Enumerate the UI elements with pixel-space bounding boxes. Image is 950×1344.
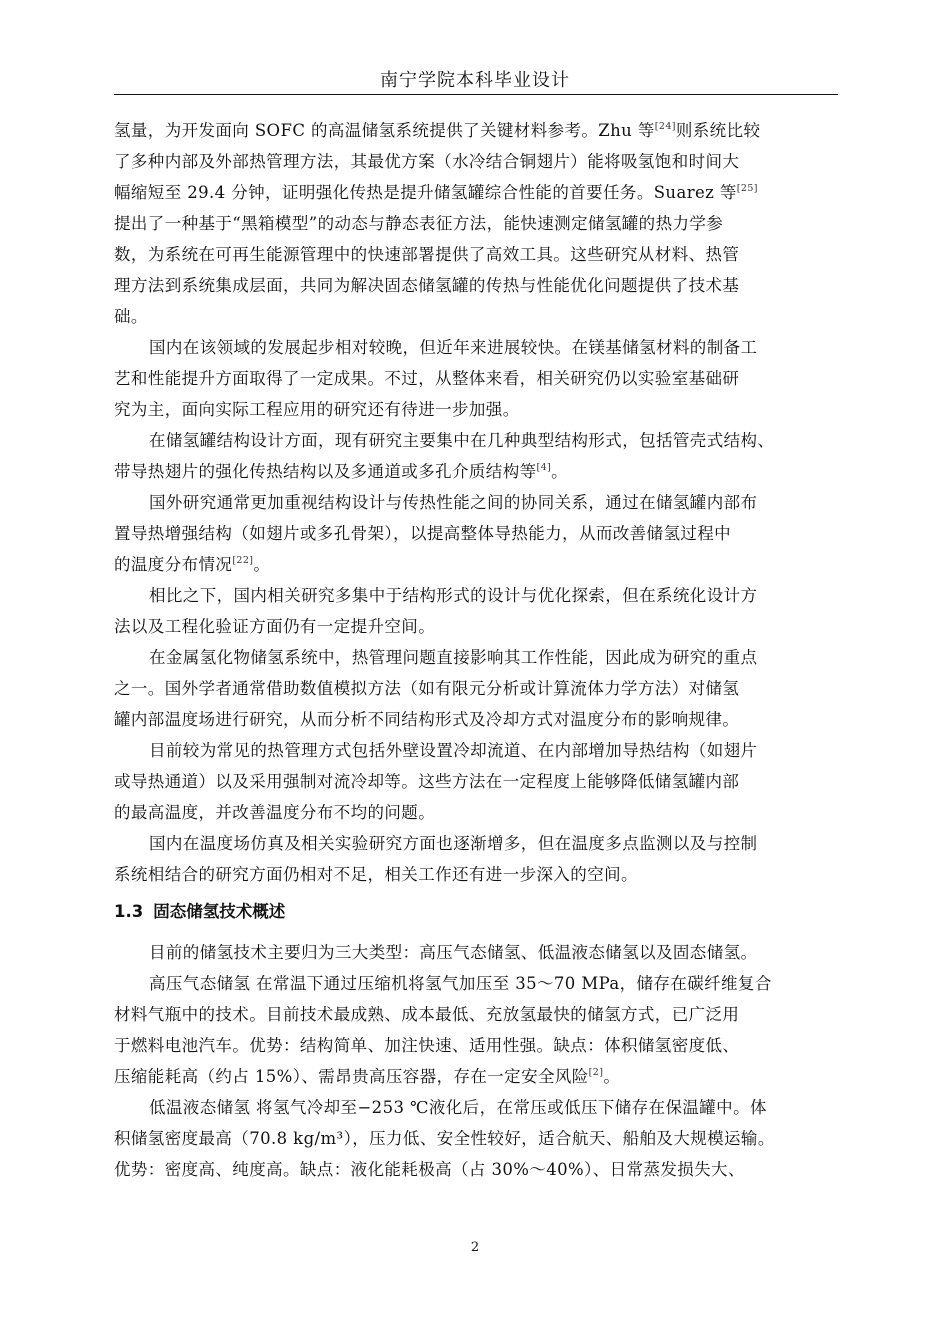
page-number: 2 (470, 1240, 480, 1255)
text-run: 在金属氢化物储氢系统中，热管理问题直接影响其工作性能，因此成为研究的重点 (149, 648, 758, 667)
text-run: 。 (253, 555, 271, 574)
paragraph (114, 735, 849, 828)
paragraph (114, 487, 849, 580)
paragraph-group-1 (114, 115, 849, 890)
text-run: 。 (551, 462, 569, 481)
text-line (114, 797, 849, 828)
text-run: 之一。国外学者通常借助数值模拟方法（如有限元分析或计算流体力学方法）对储氢 (114, 679, 740, 698)
text-line (114, 115, 849, 146)
text-line (114, 1030, 849, 1061)
text-line (114, 859, 849, 890)
text-line (114, 332, 849, 363)
text-line (114, 1061, 849, 1092)
text-run: 优势：密度高、纯度高。缺点：液化能耗极高（占 30%～40%）、日常蒸发损失大、 (114, 1160, 745, 1179)
text-run: 置导热增强结构（如翅片或多孔骨架），以提高整体导热能力，从而改善储氢过程中 (114, 524, 732, 543)
text-run: 的温度分布情况 (114, 555, 233, 574)
text-run: 材料气瓶中的技术。目前技术最成熟、成本最低、充放氢最快的储氢方式，已广泛用 (114, 1005, 740, 1024)
text-run: 目前的储氢技术主要归为三大类型：高压气态储氢、低温液态储氢以及固态储氢。 (149, 943, 758, 962)
text-run: 幅缩短至 29.4 分钟，证明强化传热是提升储氢罐综合性能的首要任务。Suarez 等 (114, 183, 737, 202)
header-divider (114, 94, 838, 95)
paragraph (114, 425, 849, 487)
citation-ref: [2] (588, 1067, 604, 1078)
paragraph (114, 580, 849, 642)
text-line (114, 549, 849, 580)
text-line (114, 1154, 849, 1185)
text-line (114, 1123, 849, 1154)
section-heading (114, 896, 849, 927)
text-line (114, 394, 849, 425)
text-line (114, 704, 849, 735)
text-run: 带导热翅片的强化传热结构以及多通道或多孔介质结构等 (114, 462, 537, 481)
text-run: 高压气态储氢 在常温下通过压缩机将氢气加压至 35～70 MPa，储存在碳纤维复合 (149, 974, 772, 993)
text-run: 或导热通道）以及采用强制对流冷却等。这些方法在一定程度上能够降低储氢罐内部 (114, 772, 740, 791)
text-line (114, 301, 849, 332)
text-line (114, 518, 849, 549)
text-line (114, 642, 849, 673)
text-line (114, 999, 849, 1030)
text-run: 理方法到系统集成层面，共同为解决固态储氢罐的传热与性能优化问题提供了技术基 (114, 276, 740, 295)
text-run: 艺和性能提升方面取得了一定成果。不过，从整体来看，相关研究仍以实验室基础研 (114, 369, 740, 388)
text-run: 在储氢罐结构设计方面，现有研究主要集中在几种典型结构形式，包括管壳式结构、 (149, 431, 775, 450)
paragraph (114, 332, 849, 425)
section-number: 1.3 (114, 902, 144, 921)
text-run: 法以及工程化验证方面仍有一定提升空间。 (114, 617, 436, 636)
text-line (114, 828, 849, 859)
text-line (114, 766, 849, 797)
paragraph-group-2 (114, 937, 849, 1185)
section-title: 固态储氢技术概述 (153, 902, 286, 921)
paragraph (114, 828, 849, 890)
text-run: 则系统比较 (675, 121, 761, 140)
text-line (114, 673, 849, 704)
text-line (114, 425, 849, 456)
text-run: 究为主，面向实际工程应用的研究还有待进一步加强。 (114, 400, 520, 419)
text-line (114, 456, 849, 487)
text-run: 。 (603, 1067, 621, 1086)
text-run: 压缩能耗高（约占 15%）、需昂贵高压容器，存在一定安全风险 (114, 1067, 589, 1086)
text-line (114, 270, 849, 301)
document-body (114, 115, 849, 1185)
paragraph (114, 1092, 849, 1185)
paragraph (114, 968, 849, 1092)
text-run: 氢量，为开发面向 SOFC 的高温储氢系统提供了关键材料参考。Zhu 等 (114, 121, 655, 140)
text-run: 罐内部温度场进行研究，从而分析不同结构形式及冷却方式对温度分布的影响规律。 (114, 710, 740, 729)
text-run: 目前较为常见的热管理方式包括外壁设置冷却流道、在内部增加导热结构（如翅片 (149, 741, 758, 760)
text-line (114, 611, 849, 642)
text-line (114, 968, 849, 999)
citation-ref: [4] (536, 462, 552, 473)
paragraph (114, 642, 849, 735)
text-run: 础。 (114, 307, 148, 326)
citation-ref: [25] (736, 183, 758, 194)
text-line (114, 177, 849, 208)
text-line (114, 1092, 849, 1123)
text-line (114, 146, 849, 177)
text-run: 国内在温度场仿真及相关实验研究方面也逐渐增多，但在温度多点监测以及与控制 (149, 834, 758, 853)
page-header-title: 南宁学院本科毕业设计 (380, 70, 570, 91)
text-line (114, 937, 849, 968)
text-line (114, 239, 849, 270)
citation-ref: [24] (654, 121, 676, 132)
paragraph (114, 937, 849, 968)
text-line (114, 208, 849, 239)
text-line (114, 735, 849, 766)
text-line (114, 363, 849, 394)
text-run: 系统相结合的研究方面仍相对不足，相关工作还有进一步深入的空间。 (114, 865, 638, 884)
text-run: 提出了一种基于“黑箱模型”的动态与静态表征方法，能快速测定储氢罐的热力学参 (114, 214, 724, 233)
text-run: 的最高温度，并改善温度分布不均的问题。 (114, 803, 436, 822)
text-line (114, 580, 849, 611)
text-run: 了多种内部及外部热管理方法，其最优方案（水冷结合铜翅片）能将吸氢饱和时间大 (114, 152, 740, 171)
paragraph (114, 115, 849, 332)
text-run: 数，为系统在可再生能源管理中的快速部署提供了高效工具。这些研究从材料、热管 (114, 245, 740, 264)
text-run: 国内在该领域的发展起步相对较晚，但近年来进展较快。在镁基储氢材料的制备工 (149, 338, 758, 357)
citation-ref: [22] (232, 555, 254, 566)
text-run: 积储氢密度最高（70.8 kg/m³），压力低、安全性较好，适合航天、船舶及大规模运输。 (114, 1129, 775, 1148)
text-run: 于燃料电池汽车。优势：结构简单、加注快速、适用性强。缺点：体积储氢密度低、 (114, 1036, 740, 1055)
text-run: 相比之下，国内相关研究多集中于结构形式的设计与优化探索，但在系统化设计方 (149, 586, 758, 605)
text-line (114, 487, 849, 518)
text-run: 国外研究通常更加重视结构设计与传热性能之间的协同关系，通过在储氢罐内部布 (149, 493, 758, 512)
text-run: 低温液态储氢 将氢气冷却至−253 ℃液化后，在常压或低压下储存在保温罐中。体 (149, 1098, 767, 1117)
